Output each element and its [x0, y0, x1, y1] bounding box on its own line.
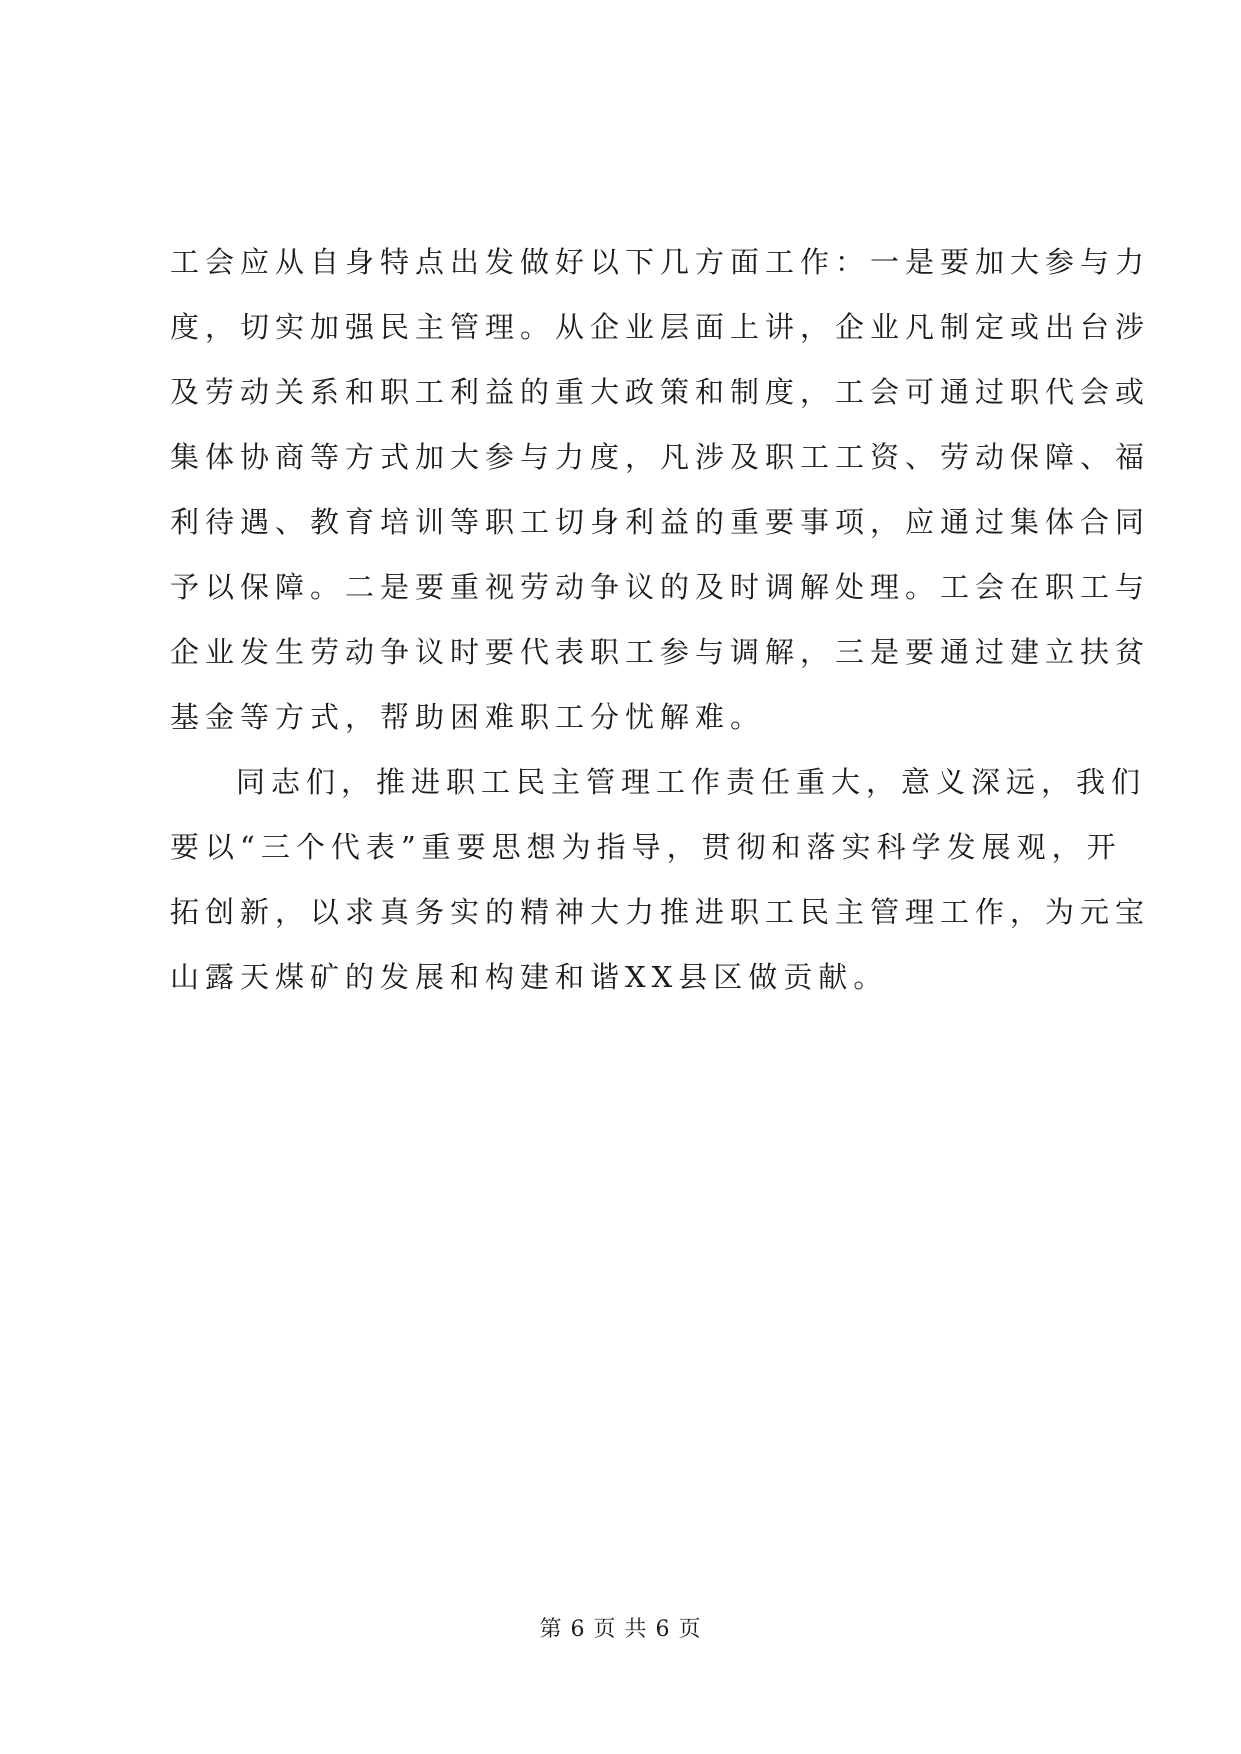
text-line: 要以“三个代表”重要思想为指导，贯彻和落实科学发展观，开	[170, 830, 1122, 864]
text-line: 山露天煤矿的发展和构建和谐XX县区做贡献。	[170, 960, 889, 994]
text-line: 集体协商等方式加大参与力度，凡涉及职工工资、劳动保障、福	[170, 440, 1151, 474]
text-line: 同志们，推进职工民主管理工作责任重大，意义深远，我们	[236, 765, 1147, 799]
text-line: 企业发生劳动争议时要代表职工参与调解，三是要通过建立扶贫	[170, 635, 1151, 669]
text-line: 基金等方式，帮助困难职工分忧解难。	[170, 700, 766, 734]
paragraph-1	[170, 230, 1151, 750]
page-number-footer: 第 6 页 共 6 页	[539, 1617, 702, 1642]
paragraph-2	[170, 750, 1151, 1010]
document-body	[170, 230, 1151, 1010]
text-line: 利待遇、教育培训等职工切身利益的重要事项，应通过集体合同	[170, 505, 1151, 539]
text-line: 及劳动关系和职工利益的重大政策和制度，工会可通过职代会或	[170, 375, 1151, 409]
text-line: 拓创新，以求真务实的精神大力推进职工民主管理工作，为元宝	[170, 895, 1151, 929]
text-line: 度，切实加强民主管理。从企业层面上讲，企业凡制定或出台涉	[170, 310, 1151, 344]
text-line: 予以保障。二是要重视劳动争议的及时调解处理。工会在职工与	[170, 570, 1151, 604]
text-line: 工会应从自身特点出发做好以下几方面工作：一是要加大参与力	[170, 245, 1151, 279]
